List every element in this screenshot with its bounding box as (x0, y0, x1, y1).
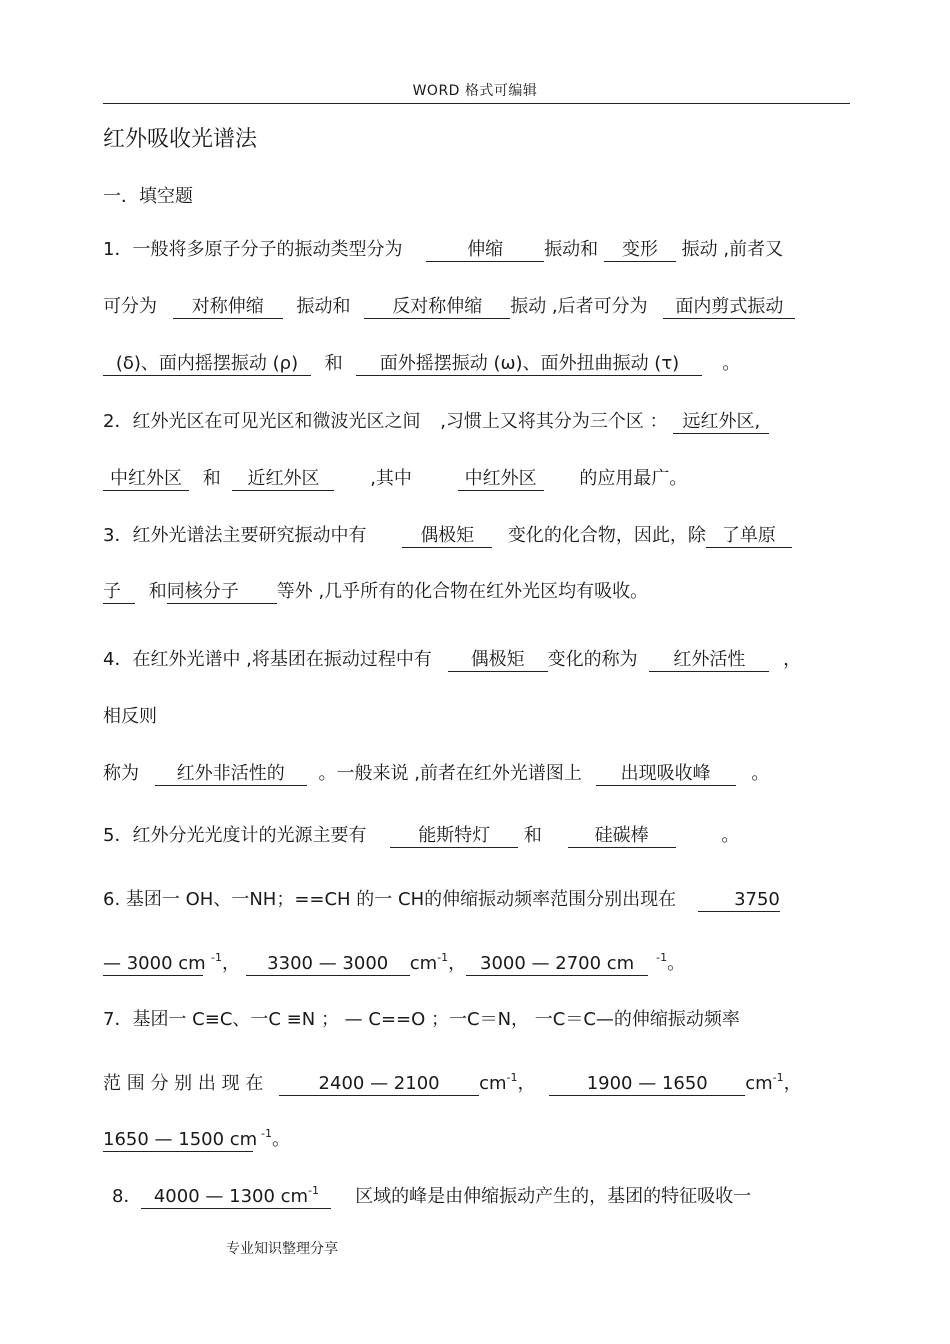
q5-text: 。 (721, 825, 740, 846)
q6-answer-1: 3750 (698, 889, 780, 912)
header-rule (103, 103, 850, 104)
q1-text: 振动 ,前者又 (681, 239, 784, 260)
q7-superscript: -1 (261, 1127, 272, 1140)
document-title: 红外吸收光谱法 (103, 127, 258, 152)
q1-line1 (103, 238, 783, 262)
q3-answer-1: 偶极矩 (402, 525, 492, 548)
q7-text: 范 围 分 别 出 现 在 (103, 1073, 264, 1094)
q8-answer-text: 4000 — 1300 cm (153, 1186, 309, 1207)
q6-line2 (103, 946, 685, 976)
q1-answer-2: 变形 (604, 239, 676, 262)
q4-line1 (103, 648, 801, 672)
q4-answer-3: 红外非活性的 (155, 763, 307, 786)
q7-superscript: -1 (506, 1071, 518, 1084)
q6-superscript: -1 (211, 951, 222, 964)
q1-text: 可分为 (103, 296, 157, 317)
q4-text: 。 (751, 763, 770, 784)
q1-answer-7: 面外摇摆振动 (ω)、面外扭曲振动 (τ) (356, 353, 702, 376)
q7-superscript: -1 (772, 1071, 784, 1084)
q3-text: 和 (148, 581, 167, 602)
q1-text: 振动和 (296, 296, 351, 317)
q6-answer-2: — 3000 cm (103, 953, 206, 974)
q1-text: 和 (324, 353, 343, 374)
q1-answer-5: 面内剪式振动 (663, 296, 795, 319)
q2-answer-1: 远红外区, (673, 411, 769, 434)
q4-text: 4．在红外光谱中 ,将基团在振动过程中有 (103, 649, 432, 670)
page-header: WORD 格式可编辑 (412, 83, 538, 99)
q4-text: 称为 (103, 763, 139, 784)
q3-text: 3．红外光谱法主要研究振动中有 (103, 525, 367, 546)
q2-text: 的应用最广。 (579, 468, 688, 489)
q8-superscript: -1 (308, 1184, 320, 1197)
q4-answer-4: 出现吸收峰 (596, 763, 736, 786)
q2-line1 (103, 410, 769, 434)
q3-text: 变化的化合物，因此，除 (507, 525, 706, 546)
q1-text: 振动 ,后者可分为 (510, 296, 648, 317)
q8-text: 区域的峰是由伸缩振动产生的，基团的特征吸收一 (355, 1186, 752, 1207)
q6-text: 6. 基团一 OH、一NH；==CH 的一 CH的伸缩振动频率范围分别出现在 (103, 889, 677, 910)
section-heading: 一．填空题 (103, 186, 193, 207)
q7-line3 (103, 1122, 290, 1152)
q1-text: 。 (722, 353, 741, 374)
q3-text: 等外 ,几乎所有的化合物在红外光区均有吸收。 (276, 581, 649, 602)
q5-text: 5．红外分光光度计的光源主要有 (103, 825, 367, 846)
q3-answer-2: 了单原 (706, 525, 792, 548)
q1-answer-4: 反对称伸缩 (364, 296, 510, 319)
q4-text: ， (783, 649, 802, 670)
q2-text: 2．红外光区在可见光区和微波光区之间 (103, 411, 421, 432)
q3-line1 (103, 524, 792, 548)
q2-line2 (103, 467, 687, 491)
q1-answer-6: (δ)、面内摇摆振动 (ρ) (103, 353, 311, 376)
q2-answer-2: 中红外区 (103, 468, 189, 491)
q2-answer-4: 中红外区 (458, 468, 544, 491)
q2-text: 和 (202, 468, 221, 489)
q8-answer-1 (141, 1180, 331, 1209)
q1-line2 (103, 295, 795, 319)
q5-line1 (103, 824, 739, 848)
q4-text: 变化的称为 (547, 649, 638, 670)
q5-answer-2: 硅碳棒 (568, 825, 676, 848)
q7-text: ， (517, 1073, 536, 1094)
q6-superscript: -1 (656, 951, 668, 964)
q8-text: 8． (112, 1186, 142, 1207)
q4-answer-2: 红外活性 (649, 649, 769, 672)
page-footer: 专业知识整理分享 (226, 1241, 338, 1257)
q1-line3 (103, 352, 740, 376)
q1-answer-3: 对称伸缩 (173, 296, 283, 319)
q2-answer-3: 近红外区 (232, 468, 334, 491)
q4-line2: 相反则 (103, 706, 157, 727)
q3-answer-3: 子 (103, 581, 135, 604)
q1-answer-1: 伸缩 (426, 239, 544, 262)
q8-line1 (112, 1180, 751, 1209)
q3-answer-4: 同核分子 (167, 581, 277, 604)
q2-text: ,其中 (370, 468, 412, 489)
q2-text: ,习惯上又将其分为三个区 ： (440, 411, 668, 432)
q5-text: 和 (523, 825, 542, 846)
q6-line1 (103, 888, 780, 912)
q6-superscript: -1 (437, 951, 449, 964)
q1-text: 振动和 (544, 239, 599, 260)
q7-line1: 7．基团一 C≡C、一C ≡N ； — C==O ；一C＝N， 一C＝C—的伸缩振动频率 (103, 1009, 740, 1030)
q7-answer-1: 2400 — 2100 (279, 1073, 479, 1096)
q7-text: 。 (271, 1129, 290, 1150)
q4-answer-1: 偶极矩 (448, 649, 548, 672)
q6-answer-4: 3000 — 2700 cm (466, 953, 648, 976)
q7-line2 (103, 1066, 802, 1096)
q6-answer-3: 3300 — 3000 (246, 953, 410, 976)
q7-text: cm (745, 1073, 773, 1094)
q6-text: 。 (667, 953, 686, 974)
q6-text: ， (221, 953, 240, 974)
q7-answer-3: 1650 — 1500 cm (103, 1129, 258, 1150)
q1-text: 1．一般将多原子分子的振动类型分为 (103, 239, 403, 260)
q6-text: ， (448, 953, 467, 974)
q3-line2 (103, 580, 648, 604)
q7-text: ， (783, 1073, 802, 1094)
q5-answer-1: 能斯特灯 (390, 825, 518, 848)
q4-text: 。一般来说 ,前者在红外光谱图上 (318, 763, 582, 784)
q4-line3 (103, 762, 769, 786)
q7-answer-2: 1900 — 1650 (549, 1073, 745, 1096)
q7-text: cm (479, 1073, 507, 1094)
q6-text: cm (409, 953, 438, 974)
